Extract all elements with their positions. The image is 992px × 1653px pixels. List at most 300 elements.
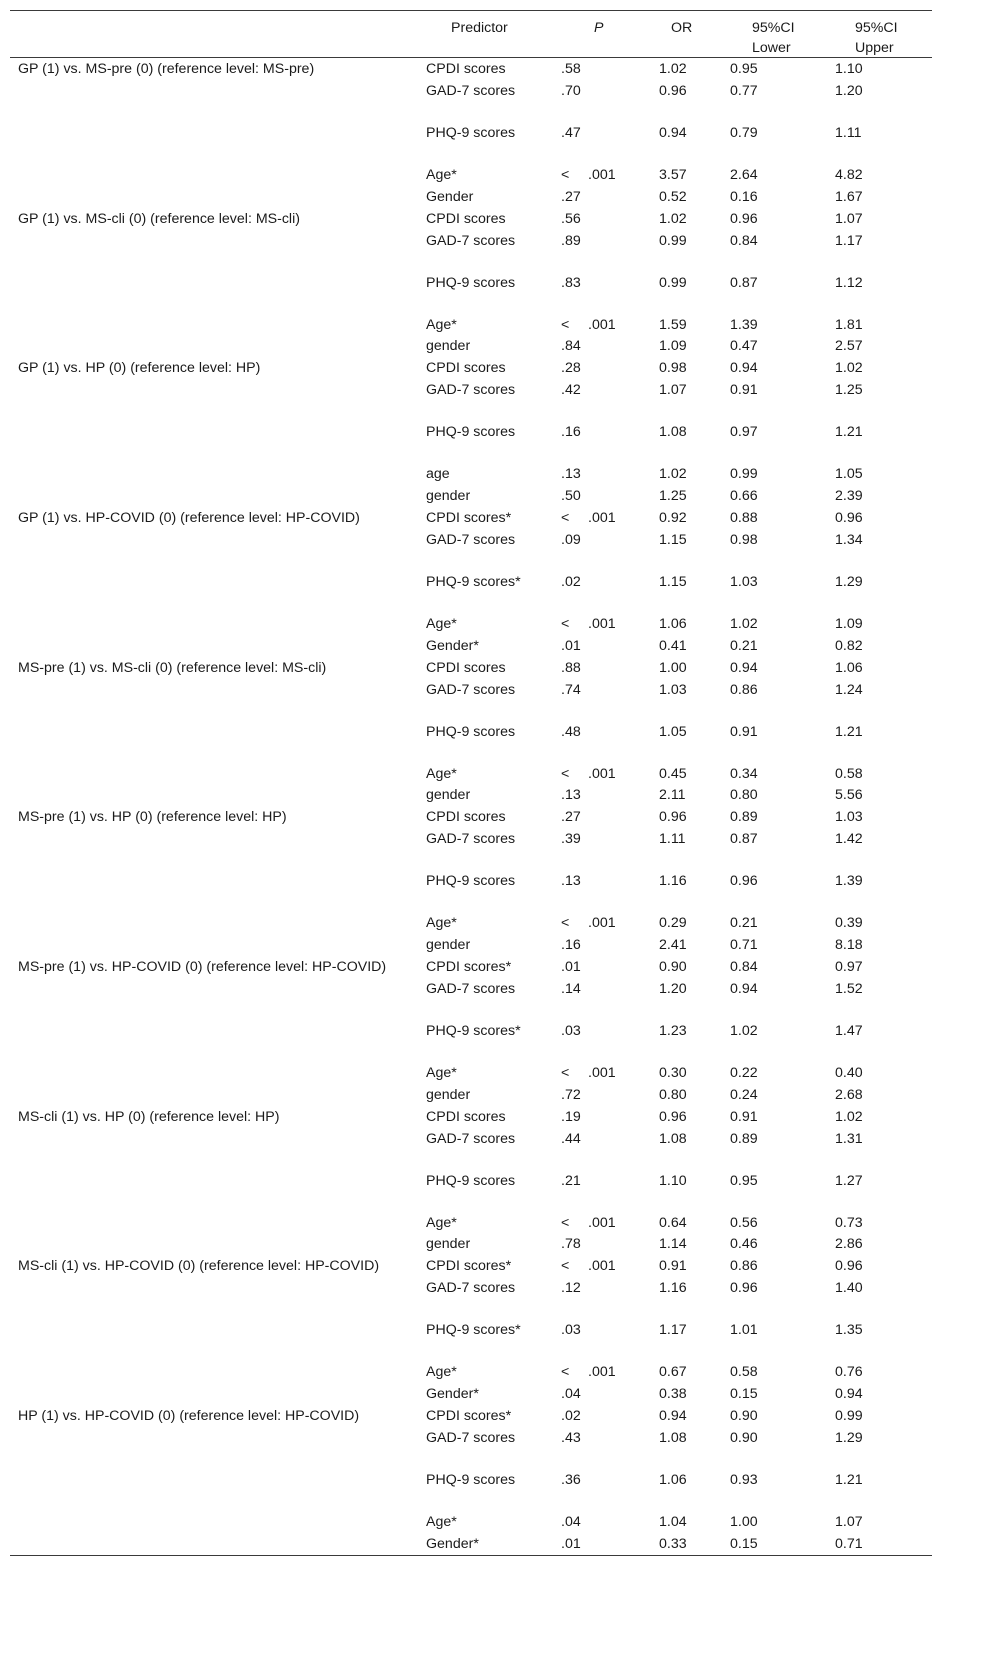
table-row <box>10 1277 932 1319</box>
predictor-cell: CPDI scores* <box>426 1408 512 1425</box>
table-row <box>10 1319 932 1361</box>
p-value-cell: .48 <box>561 723 581 740</box>
odds-ratio-cell: 1.05 <box>659 723 687 740</box>
header-ci-upper-line2: Upper <box>855 40 894 56</box>
predictor-cell: gender <box>426 338 471 355</box>
ci-lower-cell: 0.97 <box>730 424 758 441</box>
ci-lower-cell: 0.47 <box>730 338 758 355</box>
p-prefix-cell: < <box>561 915 570 932</box>
table-row <box>10 463 932 485</box>
ci-lower-cell: 0.94 <box>730 360 758 377</box>
predictor-cell: Age* <box>426 915 457 932</box>
predictor-cell: GAD-7 scores <box>426 1429 516 1446</box>
table-row <box>10 164 932 186</box>
table-row <box>10 335 932 357</box>
odds-ratio-cell: 0.64 <box>659 1214 687 1231</box>
ci-lower-cell: 0.15 <box>730 1386 758 1403</box>
odds-ratio-cell: 1.11 <box>659 831 686 848</box>
ci-upper-cell: 1.39 <box>835 873 863 890</box>
ci-lower-cell: 0.91 <box>730 382 758 399</box>
p-value-cell: .001 <box>588 1064 616 1081</box>
table-row <box>10 357 932 379</box>
p-value-cell: .78 <box>561 1236 581 1253</box>
table-row <box>10 978 932 1020</box>
ci-lower-cell: 0.96 <box>730 1280 758 1297</box>
ci-upper-cell: 1.40 <box>835 1280 863 1297</box>
p-value-cell: .27 <box>561 188 581 205</box>
table-row <box>10 956 932 978</box>
odds-ratio-cell: 1.07 <box>659 382 687 399</box>
p-value-cell: .09 <box>561 531 581 548</box>
ci-upper-cell: 2.57 <box>835 338 863 355</box>
table-row <box>10 314 932 336</box>
header-ci-upper <box>855 18 898 58</box>
ci-upper-cell: 0.96 <box>835 1258 863 1275</box>
odds-ratio-cell: 1.08 <box>659 1429 687 1446</box>
odds-ratio-cell: 1.02 <box>659 210 687 227</box>
p-value-cell: .12 <box>561 1280 581 1297</box>
predictor-cell: GAD-7 scores <box>426 831 516 848</box>
odds-ratio-cell: 0.99 <box>659 274 687 291</box>
predictor-cell: gender <box>426 1086 471 1103</box>
odds-ratio-cell: 0.67 <box>659 1364 687 1381</box>
p-value-cell: .16 <box>561 937 581 954</box>
predictor-cell: PHQ-9 scores* <box>426 1022 521 1039</box>
predictor-cell: Age* <box>426 1364 457 1381</box>
p-value-cell: .01 <box>561 959 581 976</box>
odds-ratio-cell: 0.41 <box>659 637 687 654</box>
ci-lower-cell: 0.71 <box>730 937 758 954</box>
comparison-label: HP (1) vs. HP-COVID (0) (reference level: HP-COVID) <box>18 1408 360 1425</box>
odds-ratio-cell: 1.08 <box>659 424 687 441</box>
ci-lower-cell: 1.03 <box>730 573 758 590</box>
p-prefix-cell: < <box>561 1364 570 1381</box>
ci-upper-cell: 1.21 <box>835 723 863 740</box>
table-row <box>10 784 932 806</box>
predictor-cell: PHQ-9 scores <box>426 1172 516 1189</box>
ci-upper-cell: 1.07 <box>835 1513 863 1530</box>
predictor-cell: CPDI scores* <box>426 1258 512 1275</box>
p-value-cell: .001 <box>588 915 616 932</box>
table-row <box>10 657 932 679</box>
odds-ratio-cell: 0.94 <box>659 124 687 141</box>
predictor-cell: GAD-7 scores <box>426 980 516 997</box>
odds-ratio-cell: 0.38 <box>659 1386 687 1403</box>
ci-upper-cell: 1.42 <box>835 831 863 848</box>
table-row <box>10 421 932 463</box>
p-value-cell: .13 <box>561 466 581 483</box>
comparison-group <box>10 357 932 507</box>
ci-upper-cell: 0.99 <box>835 1408 863 1425</box>
header-ci-lower-line2: Lower <box>752 40 791 56</box>
comparison-label: GP (1) vs. HP (0) (reference level: HP) <box>18 360 261 377</box>
odds-ratio-cell: 0.98 <box>659 360 687 377</box>
p-value-cell: .83 <box>561 274 581 291</box>
p-value-cell: .42 <box>561 382 581 399</box>
predictor-cell: Age* <box>426 1214 457 1231</box>
ci-upper-cell: 2.86 <box>835 1236 863 1253</box>
ci-upper-cell: 1.20 <box>835 82 863 99</box>
p-value-cell: .13 <box>561 787 581 804</box>
comparison-group <box>10 1106 932 1256</box>
ci-upper-cell: 0.40 <box>835 1064 863 1081</box>
ci-upper-cell: 1.27 <box>835 1172 863 1189</box>
table-row <box>10 1084 932 1106</box>
ci-lower-cell: 0.84 <box>730 232 758 249</box>
table-header <box>10 11 932 57</box>
p-value-cell: .56 <box>561 210 581 227</box>
predictor-cell: GAD-7 scores <box>426 382 516 399</box>
p-value-cell: .70 <box>561 82 581 99</box>
regression-table <box>10 10 932 1556</box>
predictor-cell: CPDI scores* <box>426 510 512 527</box>
odds-ratio-cell: 0.90 <box>659 959 687 976</box>
predictor-cell: gender <box>426 1236 471 1253</box>
predictor-cell: GAD-7 scores <box>426 681 516 698</box>
odds-ratio-cell: 1.17 <box>659 1322 687 1339</box>
predictor-cell: gender <box>426 488 471 505</box>
ci-lower-cell: 1.02 <box>730 1022 758 1039</box>
ci-upper-cell: 0.94 <box>835 1386 863 1403</box>
p-value-cell: .13 <box>561 873 581 890</box>
predictor-cell: PHQ-9 scores <box>426 424 516 441</box>
ci-lower-cell: 0.94 <box>730 659 758 676</box>
ci-upper-cell: 1.12 <box>835 274 863 291</box>
p-value-cell: .43 <box>561 1429 581 1446</box>
ci-upper-cell: 0.39 <box>835 915 863 932</box>
ci-lower-cell: 0.89 <box>730 1130 758 1147</box>
comparison-label: GP (1) vs. HP-COVID (0) (reference level: HP-COVID) <box>18 510 360 527</box>
ci-upper-cell: 0.58 <box>835 765 863 782</box>
ci-upper-cell: 0.82 <box>835 637 863 654</box>
table-row <box>10 1062 932 1084</box>
predictor-cell: CPDI scores* <box>426 959 512 976</box>
ci-upper-cell: 1.31 <box>835 1130 863 1147</box>
predictor-cell: age <box>426 466 450 483</box>
table-row <box>10 934 932 956</box>
predictor-cell: Age* <box>426 166 457 183</box>
p-value-cell: .001 <box>588 765 616 782</box>
table-row <box>10 806 932 828</box>
ci-lower-cell: 2.64 <box>730 166 758 183</box>
predictor-cell: PHQ-9 scores* <box>426 1322 521 1339</box>
p-value-cell: .47 <box>561 124 581 141</box>
p-prefix-cell: < <box>561 316 570 333</box>
predictor-cell: PHQ-9 scores <box>426 723 516 740</box>
table-row <box>10 485 932 507</box>
odds-ratio-cell: 0.91 <box>659 1258 687 1275</box>
predictor-cell: CPDI scores <box>426 210 506 227</box>
ci-lower-cell: 0.56 <box>730 1214 758 1231</box>
table-body <box>10 58 932 1555</box>
bottom-rule <box>10 1555 932 1556</box>
odds-ratio-cell: 1.04 <box>659 1513 687 1530</box>
ci-upper-cell: 5.56 <box>835 787 863 804</box>
odds-ratio-cell: 1.25 <box>659 488 687 505</box>
comparison-label: MS-pre (1) vs. HP-COVID (0) (reference level: HP-COVID) <box>18 959 387 976</box>
header-ci-lower-line1: 95%CI <box>752 20 795 36</box>
table-row <box>10 529 932 571</box>
table-row <box>10 58 932 80</box>
comparison-label: GP (1) vs. MS-pre (0) (reference level: MS-pre) <box>18 61 315 77</box>
ci-upper-cell: 1.47 <box>835 1022 863 1039</box>
odds-ratio-cell: 1.16 <box>659 873 687 890</box>
p-value-cell: .04 <box>561 1513 581 1530</box>
comparison-label: MS-cli (1) vs. HP-COVID (0) (reference level: HP-COVID) <box>18 1258 380 1275</box>
ci-upper-cell: 4.82 <box>835 166 863 183</box>
table-row <box>10 571 932 613</box>
ci-upper-cell: 1.05 <box>835 466 863 483</box>
ci-lower-cell: 1.00 <box>730 1513 758 1530</box>
odds-ratio-cell: 1.15 <box>659 573 687 590</box>
ci-lower-cell: 0.91 <box>730 723 758 740</box>
ci-upper-cell: 1.09 <box>835 615 863 632</box>
p-value-cell: .21 <box>561 1172 581 1189</box>
p-value-cell: .19 <box>561 1108 581 1125</box>
predictor-cell: gender <box>426 937 471 954</box>
predictor-cell: gender <box>426 787 471 804</box>
ci-upper-cell: 0.97 <box>835 959 863 976</box>
ci-lower-cell: 0.91 <box>730 1108 758 1125</box>
p-value-cell: .001 <box>588 1258 616 1275</box>
ci-lower-cell: 0.80 <box>730 787 758 804</box>
ci-upper-cell: 0.71 <box>835 1535 863 1552</box>
p-value-cell: .02 <box>561 573 581 590</box>
ci-lower-cell: 0.86 <box>730 1258 758 1275</box>
ci-lower-cell: 0.90 <box>730 1408 758 1425</box>
comparison-group <box>10 507 932 657</box>
predictor-cell: CPDI scores <box>426 1108 506 1125</box>
p-value-cell: .16 <box>561 424 581 441</box>
odds-ratio-cell: 1.09 <box>659 338 687 355</box>
table-row <box>10 272 932 314</box>
predictor-cell: Gender* <box>426 637 479 654</box>
comparison-label: MS-pre (1) vs. MS-cli (0) (reference level: MS-cli) <box>18 659 327 676</box>
table-row <box>10 1128 932 1170</box>
odds-ratio-cell: 0.45 <box>659 765 687 782</box>
p-prefix-cell: < <box>561 615 570 632</box>
table-row <box>10 1405 932 1427</box>
odds-ratio-cell: 1.02 <box>659 466 687 483</box>
ci-lower-cell: 0.94 <box>730 980 758 997</box>
p-prefix-cell: < <box>561 765 570 782</box>
odds-ratio-cell: 1.06 <box>659 615 687 632</box>
ci-upper-cell: 1.06 <box>835 659 863 676</box>
ci-upper-cell: 1.02 <box>835 1108 863 1125</box>
ci-lower-cell: 0.89 <box>730 809 758 826</box>
table-row <box>10 208 932 230</box>
odds-ratio-cell: 0.30 <box>659 1064 687 1081</box>
odds-ratio-cell: 0.99 <box>659 232 687 249</box>
table-row <box>10 1427 932 1469</box>
table-row <box>10 1170 932 1212</box>
ci-lower-cell: 0.95 <box>730 1172 758 1189</box>
predictor-cell: PHQ-9 scores <box>426 124 516 141</box>
odds-ratio-cell: 1.02 <box>659 61 687 77</box>
odds-ratio-cell: 0.92 <box>659 510 687 527</box>
header-predictor: Predictor <box>451 20 508 36</box>
ci-lower-cell: 0.84 <box>730 959 758 976</box>
predictor-cell: Gender <box>426 188 474 205</box>
ci-lower-cell: 0.79 <box>730 124 758 141</box>
predictor-cell: GAD-7 scores <box>426 82 516 99</box>
ci-lower-cell: 0.16 <box>730 188 758 205</box>
ci-lower-cell: 0.46 <box>730 1236 758 1253</box>
ci-lower-cell: 0.93 <box>730 1471 758 1488</box>
p-prefix-cell: < <box>561 1258 570 1275</box>
predictor-cell: PHQ-9 scores* <box>426 573 521 590</box>
ci-upper-cell: 1.02 <box>835 360 863 377</box>
comparison-group <box>10 1405 932 1555</box>
p-value-cell: .50 <box>561 488 581 505</box>
ci-lower-cell: 0.95 <box>730 61 758 77</box>
table-row <box>10 1361 932 1383</box>
ci-upper-cell: 0.76 <box>835 1364 863 1381</box>
ci-upper-cell: 1.34 <box>835 531 863 548</box>
table-row <box>10 635 932 657</box>
ci-upper-cell: 1.21 <box>835 1471 863 1488</box>
table-row <box>10 230 932 272</box>
table-row <box>10 1233 932 1255</box>
table-row <box>10 1469 932 1511</box>
p-value-cell: .001 <box>588 615 616 632</box>
comparison-group <box>10 208 932 358</box>
odds-ratio-cell: 0.29 <box>659 915 687 932</box>
predictor-cell: Gender* <box>426 1386 479 1403</box>
ci-upper-cell: 1.52 <box>835 980 863 997</box>
predictor-cell: GAD-7 scores <box>426 1130 516 1147</box>
predictor-cell: PHQ-9 scores <box>426 274 516 291</box>
comparison-group <box>10 806 932 956</box>
table-row <box>10 122 932 164</box>
p-prefix-cell: < <box>561 1214 570 1231</box>
ci-lower-cell: 0.22 <box>730 1064 758 1081</box>
table-row <box>10 763 932 785</box>
predictor-cell: PHQ-9 scores <box>426 873 516 890</box>
odds-ratio-cell: 1.00 <box>659 659 687 676</box>
ci-upper-cell: 1.07 <box>835 210 863 227</box>
odds-ratio-cell: 0.33 <box>659 1535 687 1552</box>
p-value-cell: .001 <box>588 1214 616 1231</box>
header-ci-lower <box>752 18 795 58</box>
ci-upper-cell: 1.03 <box>835 809 863 826</box>
predictor-cell: Age* <box>426 316 457 333</box>
ci-upper-cell: 2.68 <box>835 1086 863 1103</box>
comparison-group <box>10 58 932 208</box>
p-value-cell: .001 <box>588 316 616 333</box>
p-value-cell: .01 <box>561 1535 581 1552</box>
ci-lower-cell: 0.86 <box>730 681 758 698</box>
p-value-cell: .001 <box>588 166 616 183</box>
p-value-cell: .72 <box>561 1086 581 1103</box>
odds-ratio-cell: 1.03 <box>659 681 687 698</box>
p-prefix-cell: < <box>561 166 570 183</box>
table-row <box>10 1533 932 1555</box>
table-row <box>10 1020 932 1062</box>
odds-ratio-cell: 2.11 <box>659 787 686 804</box>
ci-lower-cell: 0.87 <box>730 831 758 848</box>
p-value-cell: .03 <box>561 1322 581 1339</box>
table-row <box>10 1511 932 1533</box>
table-row <box>10 828 932 870</box>
p-value-cell: .28 <box>561 360 581 377</box>
ci-lower-cell: 0.34 <box>730 765 758 782</box>
ci-upper-cell: 1.29 <box>835 1429 863 1446</box>
odds-ratio-cell: 2.41 <box>659 937 687 954</box>
ci-upper-cell: 1.67 <box>835 188 863 205</box>
odds-ratio-cell: 1.06 <box>659 1471 687 1488</box>
table-row <box>10 80 932 122</box>
ci-upper-cell: 1.24 <box>835 681 863 698</box>
ci-lower-cell: 0.77 <box>730 82 758 99</box>
predictor-cell: CPDI scores <box>426 659 506 676</box>
odds-ratio-cell: 1.20 <box>659 980 687 997</box>
predictor-cell: CPDI scores <box>426 809 506 826</box>
odds-ratio-cell: 1.59 <box>659 316 687 333</box>
ci-lower-cell: 0.58 <box>730 1364 758 1381</box>
ci-lower-cell: 0.21 <box>730 637 758 654</box>
p-value-cell: .88 <box>561 659 581 676</box>
p-prefix-cell: < <box>561 1064 570 1081</box>
p-value-cell: .84 <box>561 338 581 355</box>
p-value-cell: .39 <box>561 831 581 848</box>
ci-lower-cell: 0.21 <box>730 915 758 932</box>
predictor-cell: GAD-7 scores <box>426 232 516 249</box>
odds-ratio-cell: 1.08 <box>659 1130 687 1147</box>
ci-upper-cell: 1.25 <box>835 382 863 399</box>
odds-ratio-cell: 0.80 <box>659 1086 687 1103</box>
table-row <box>10 1106 932 1128</box>
p-value-cell: .58 <box>561 61 581 77</box>
table-row <box>10 912 932 934</box>
p-prefix-cell: < <box>561 510 570 527</box>
table-row <box>10 186 932 208</box>
table-row <box>10 1255 932 1277</box>
predictor-cell: PHQ-9 scores <box>426 1471 516 1488</box>
table-row <box>10 870 932 912</box>
odds-ratio-cell: 0.96 <box>659 809 687 826</box>
header-ci-upper-line1: 95%CI <box>855 20 898 36</box>
comparison-group <box>10 956 932 1106</box>
ci-lower-cell: 0.98 <box>730 531 758 548</box>
predictor-cell: Gender* <box>426 1535 479 1552</box>
ci-upper-cell: 0.96 <box>835 510 863 527</box>
ci-lower-cell: 0.96 <box>730 873 758 890</box>
odds-ratio-cell: 1.23 <box>659 1022 687 1039</box>
ci-lower-cell: 0.88 <box>730 510 758 527</box>
p-value-cell: .74 <box>561 681 581 698</box>
ci-lower-cell: 0.87 <box>730 274 758 291</box>
ci-upper-cell: 1.21 <box>835 424 863 441</box>
comparison-label: GP (1) vs. MS-cli (0) (reference level: MS-cli) <box>18 210 300 227</box>
predictor-cell: CPDI scores <box>426 61 506 77</box>
ci-upper-cell: 1.10 <box>835 61 863 77</box>
p-value-cell: .14 <box>561 980 581 997</box>
table-row <box>10 721 932 763</box>
p-value-cell: .89 <box>561 232 581 249</box>
p-value-cell: .27 <box>561 809 581 826</box>
odds-ratio-cell: 0.96 <box>659 82 687 99</box>
predictor-cell: GAD-7 scores <box>426 1280 516 1297</box>
odds-ratio-cell: 0.52 <box>659 188 687 205</box>
comparison-group <box>10 1255 932 1405</box>
ci-lower-cell: 1.39 <box>730 316 758 333</box>
odds-ratio-cell: 1.14 <box>659 1236 687 1253</box>
p-value-cell: .02 <box>561 1408 581 1425</box>
table-row <box>10 613 932 635</box>
table-row <box>10 679 932 721</box>
ci-lower-cell: 0.24 <box>730 1086 758 1103</box>
